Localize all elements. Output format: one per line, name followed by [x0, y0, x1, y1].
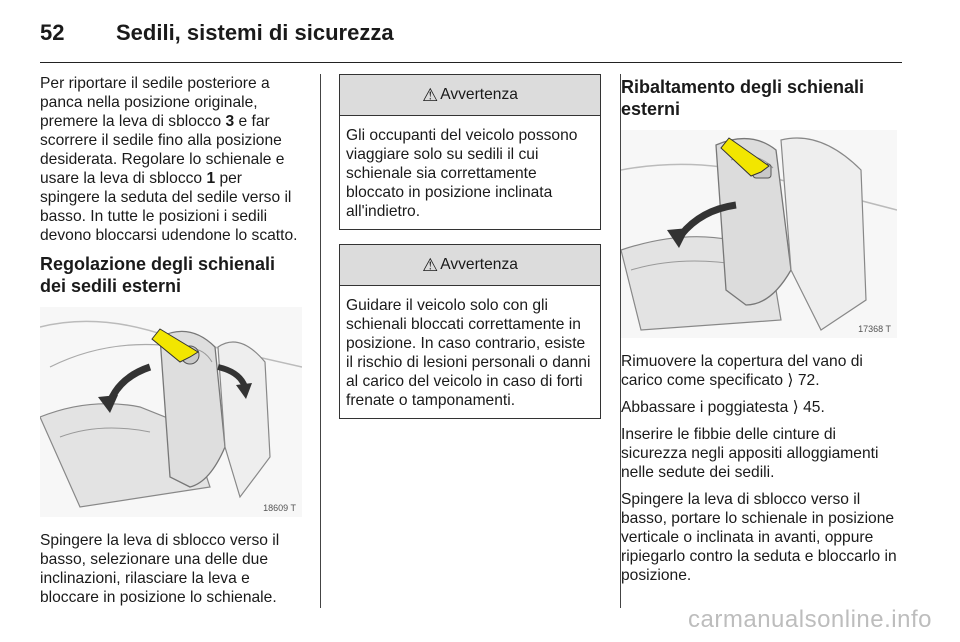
warning-header: [340, 75, 600, 116]
seat-fold-illustration: [621, 130, 897, 338]
page-ref-icon: ⟩: [792, 399, 799, 416]
warning-title: Avvertenza: [440, 256, 518, 273]
page-ref-number: 72.: [797, 372, 820, 389]
fold-step-2: Abbassare i poggiatesta ⟩ 45.: [621, 399, 825, 416]
intro-paragraph: Per riportare il sedile posteriore a panca nella posizione originale, premere la leva di sblocco 3 e far scorrere il sedile fino alla posizione desiderata. Regolare lo schienale e usare la leva di sblocco 1 per spingere la seduta del sedile verso il basso. In tutte le posizioni i sedili devono bloccarsi udendone lo scatto.: [40, 75, 298, 244]
watermark: carmanualsonline.info: [688, 606, 932, 633]
warning-title: Avvertenza: [440, 86, 518, 103]
warning-header: [340, 245, 600, 286]
warning-box: [339, 74, 601, 230]
page-title: Sedili, sistemi di sicurezza: [116, 20, 394, 45]
fold-step-4: Spingere la leva di sblocco verso il basso, portare lo schienale in posizione verticale o inclinata in avanti, oppure ripiegarlo contro la seduta e bloccarlo in posizione.: [621, 491, 897, 584]
page-number: 52: [40, 20, 65, 45]
column-divider: [320, 74, 321, 608]
recline-instruction: Spingere la leva di sblocco verso il basso, selezionare una delle due inclinazioni, rilasciare la leva e bloccare in posizione lo schienale.: [40, 532, 280, 606]
warning-text: Gli occupanti del veicolo possono viaggiare solo su sedili il cui schienale sia correttamente bloccato in posizione inclinata all'indietro.: [346, 127, 578, 220]
figure-label: 18609 T: [263, 503, 296, 513]
warning-text: Guidare il veicolo solo con gli schienali bloccati correttamente in posizione. In caso contrario, esiste il rischio di lesioni personali o danni al carico del veicolo in caso di forti frenate o tamponamenti.: [346, 297, 591, 409]
page-header: [40, 18, 902, 63]
fold-step-1: Rimuovere la copertura del vano di carico come specificato ⟩ 72.: [621, 353, 863, 389]
lever-number-3: 3: [225, 113, 235, 130]
column-middle: [339, 74, 601, 433]
seat-recline-illustration: [40, 307, 302, 517]
fold-step-3: Inserire le fibbie delle cinture di sicurezza negli appositi alloggiamenti nelle sedute dei sedili.: [621, 426, 879, 481]
figure-label: 17368 T: [858, 324, 891, 334]
section-heading-fold: Ribaltamento degli schienali esterni: [621, 77, 865, 119]
page-ref-icon: ⟩: [787, 372, 794, 389]
lever-number-1: 1: [206, 170, 216, 187]
warning-icon: ⚠: [422, 84, 439, 105]
warning-icon: ⚠: [422, 254, 439, 275]
page-ref-number: 45.: [803, 399, 825, 416]
column-right: [621, 74, 903, 593]
warning-box: [339, 244, 601, 419]
column-left: [40, 74, 305, 615]
section-heading-recline: Regolazione degli schienali dei sedili esterni: [40, 254, 276, 296]
